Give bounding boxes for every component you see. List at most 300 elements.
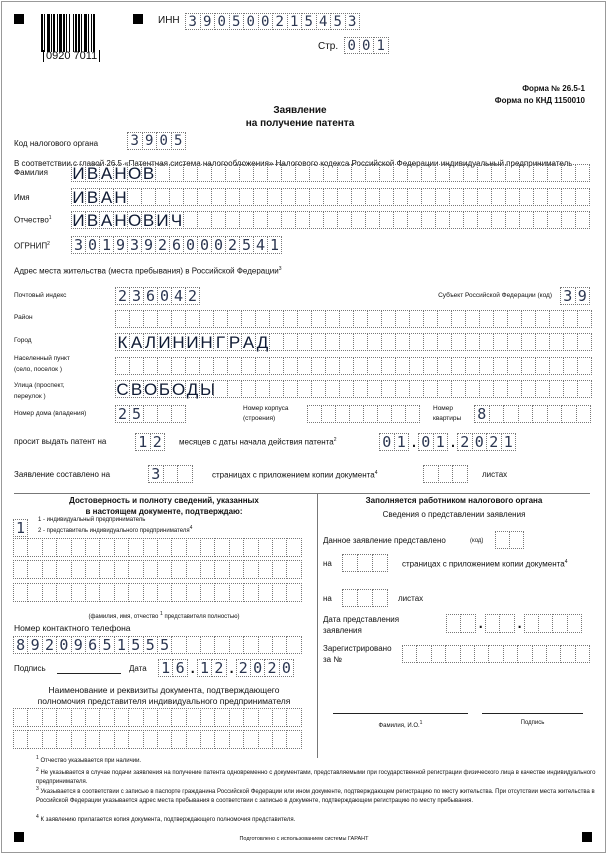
official-sheets-field[interactable] (343, 589, 388, 607)
char-cell (477, 211, 492, 229)
char-cell: 2 (185, 287, 200, 305)
char-cell (199, 310, 214, 328)
char-cell: А (130, 333, 143, 352)
fio-caption-text: (фамилия, имя, отчество (88, 614, 159, 620)
char-cell: 2 (264, 659, 279, 677)
ogrnip-field[interactable] (72, 236, 282, 254)
char-cell (243, 708, 258, 727)
char-cell (213, 310, 228, 328)
char-cell (269, 380, 284, 398)
char-cell (307, 405, 322, 423)
char-cell (521, 380, 536, 398)
char-cell (243, 636, 258, 654)
char-cell (99, 730, 114, 749)
footnote-text: Не указывается в случае подачи заявления на получение патента одновременно с документами, представляемыми при государственной регистрации физического лица в качестве индивидуального предпринимателя. (36, 770, 596, 785)
char-cell (493, 357, 508, 375)
char-cell: 1 (158, 659, 173, 677)
char-cell: 9 (71, 636, 86, 654)
char-cell (575, 211, 590, 229)
region-field[interactable] (561, 287, 590, 305)
char-cell (561, 164, 576, 182)
char-cell (214, 583, 229, 602)
char-cell (272, 583, 287, 602)
char-cell (229, 636, 244, 654)
garant-footer: Подготовлено с использованием системы ГАРАНТ (239, 836, 369, 842)
char-cell (227, 357, 242, 375)
char-cell: А (100, 211, 113, 230)
char-cell: 2 (236, 659, 251, 677)
confirm-title-2: в настоящем документе, подтверждаю: (85, 507, 243, 516)
char-cell (393, 211, 408, 229)
char-cell (535, 380, 550, 398)
char-cell (295, 188, 310, 206)
char-cell (213, 380, 228, 398)
char-cell (491, 211, 506, 229)
char-cell (155, 188, 170, 206)
char-cell: 2 (272, 13, 288, 30)
footnote-ref: 1 (48, 215, 52, 221)
representative-name-row-2[interactable] (14, 560, 302, 579)
char-cell (491, 164, 506, 182)
start-date-field[interactable] (380, 433, 516, 451)
barcode-bar (91, 14, 92, 52)
char-cell: 1 (287, 13, 303, 30)
city-field[interactable] (116, 333, 592, 351)
char-cell (42, 708, 57, 727)
footnote-ref: 2 (333, 437, 337, 443)
char-cell (437, 357, 452, 375)
name-field[interactable] (72, 188, 590, 206)
char-cell (171, 405, 186, 423)
char-cell (507, 380, 522, 398)
char-cell: 0 (211, 236, 226, 254)
char-cell (286, 583, 301, 602)
phone-field[interactable] (14, 636, 302, 654)
district-label: Район (14, 314, 33, 321)
char-cell: Д (186, 380, 199, 399)
char-cell (567, 614, 582, 633)
registered-label-2: за № (323, 655, 342, 664)
char-cell: 3 (560, 287, 576, 305)
char-cell: 3 (71, 236, 86, 254)
char-cell (129, 357, 144, 375)
char-cell (297, 310, 312, 328)
char-cell: 3 (127, 132, 143, 150)
char-cell: О (172, 380, 186, 399)
char-cell: 5 (157, 636, 172, 654)
pages-field[interactable] (149, 465, 193, 483)
char-cell (423, 357, 438, 375)
char-cell (27, 730, 42, 749)
char-cell (479, 380, 494, 398)
char-cell (258, 538, 273, 557)
ogrnip-label-text: ОГРНИП (14, 241, 48, 251)
char-cell (339, 357, 354, 375)
char-cell: 1 (433, 433, 449, 451)
fio-caption (14, 611, 314, 620)
char-cell (395, 310, 410, 328)
char-cell (286, 538, 301, 557)
char-cell (505, 164, 520, 182)
char-cell: 0 (472, 433, 488, 451)
char-cell (200, 538, 215, 557)
official-title: Заполняется работником налогового органа (365, 496, 543, 505)
char-cell: 9 (575, 287, 591, 305)
inn-label: ИНН (158, 15, 180, 26)
char-cell (225, 188, 240, 206)
char-cell: О (144, 380, 158, 399)
footnote-ref: 4 (189, 525, 193, 531)
house-field[interactable] (116, 405, 186, 423)
char-cell (339, 310, 354, 328)
char-cell: А (100, 164, 113, 183)
char-cell (524, 614, 539, 633)
char-cell: 4 (253, 236, 268, 254)
char-cell (353, 310, 368, 328)
char-cell: С (116, 380, 129, 399)
char-cell (353, 333, 368, 351)
signature-line[interactable] (57, 673, 121, 674)
char-cell (309, 164, 324, 182)
form-knd: Форма по КНД 1150010 (494, 96, 585, 105)
barcode-bar (53, 14, 55, 52)
char-cell (409, 357, 424, 375)
char-cell (85, 708, 100, 727)
char-cell (465, 333, 480, 351)
date-field[interactable] (159, 659, 294, 677)
char-cell (267, 164, 282, 182)
char-cell (71, 730, 86, 749)
char-cell (71, 708, 86, 727)
char-cell (297, 380, 312, 398)
submission-date-field[interactable] (447, 614, 582, 633)
char-cell (56, 730, 71, 749)
char-cell (272, 708, 287, 727)
char-cell: О (128, 211, 142, 230)
char-cell (407, 211, 422, 229)
char-cell (171, 730, 186, 749)
char-cell (253, 211, 268, 229)
district-field[interactable] (116, 310, 592, 328)
locality-field[interactable] (116, 357, 592, 375)
months-label (179, 437, 337, 447)
footnote-ref: 4 (564, 559, 568, 565)
phone-label: Номер контактного телефона (14, 623, 131, 633)
sheets-field[interactable] (424, 465, 468, 483)
char-cell (521, 310, 536, 328)
char-cell (325, 310, 340, 328)
char-cell (241, 310, 256, 328)
char-cell (381, 310, 396, 328)
char-cell (183, 211, 198, 229)
char-cell: 2 (150, 433, 166, 451)
doc-details-row-1[interactable] (14, 708, 302, 727)
char-cell (533, 188, 548, 206)
char-cell (309, 188, 324, 206)
barcode-bar (41, 14, 43, 52)
surname-field[interactable] (72, 164, 590, 182)
char-cell (186, 708, 201, 727)
marker-square-icon (133, 14, 143, 24)
cell-separator: . (449, 436, 457, 450)
char-cell (241, 357, 256, 375)
char-cell: Н (172, 333, 185, 352)
house-label: Номер дома (владения) (14, 410, 87, 417)
flat-label-2: квартиры (433, 415, 462, 422)
official-fio-label (333, 720, 468, 729)
char-cell: В (142, 211, 155, 230)
signer-option-1: 1 - индивидуальный предприниматель (38, 517, 146, 523)
registration-number-field[interactable] (403, 645, 590, 663)
char-cell (423, 380, 438, 398)
official-pages-field[interactable] (343, 554, 388, 572)
char-cell (377, 405, 392, 423)
char-cell (435, 211, 450, 229)
char-cell (465, 380, 480, 398)
char-cell (227, 310, 242, 328)
char-cell: 5 (99, 636, 114, 654)
city-label: Город (14, 337, 32, 344)
char-cell: 0 (359, 37, 375, 54)
char-cell (363, 405, 378, 423)
char-cell (460, 614, 475, 633)
submitted-label: Данное заявление представлено (323, 536, 446, 545)
char-cell (211, 211, 226, 229)
signer-code-field[interactable] (14, 519, 28, 537)
char-cell: 0 (85, 236, 100, 254)
char-cell (128, 538, 143, 557)
char-cell (286, 636, 301, 654)
char-cell (239, 164, 254, 182)
char-cell: 0 (250, 659, 265, 677)
char-cell (214, 708, 229, 727)
pages-label-text: страницах с приложением копии документа (212, 470, 375, 480)
barcode-number: 0920 7011 (43, 50, 100, 62)
char-cell: 4 (171, 287, 186, 305)
footnote-text: Отчество указывается при наличии. (40, 758, 142, 764)
char-cell (186, 730, 201, 749)
char-cell (85, 560, 100, 579)
official-fio-line (333, 713, 468, 714)
char-cell: 9 (27, 636, 42, 654)
char-cell (477, 188, 492, 206)
char-cell (323, 211, 338, 229)
char-cell (128, 583, 143, 602)
char-cell (27, 583, 42, 602)
char-cell (297, 357, 312, 375)
char-cell (507, 333, 522, 351)
char-cell (451, 333, 466, 351)
inn-field[interactable] (186, 13, 360, 30)
char-cell (127, 188, 142, 206)
char-cell (283, 310, 298, 328)
char-cell (297, 333, 312, 351)
postal-field[interactable] (116, 287, 200, 305)
char-cell (13, 538, 28, 557)
char-cell (488, 645, 503, 663)
cell-separator: . (515, 617, 524, 631)
char-cell (493, 380, 508, 398)
char-cell (85, 730, 100, 749)
doc-title-2: полномочия представителя индивидуального предпринимателя (37, 696, 291, 706)
char-cell (342, 589, 358, 607)
char-cell (563, 357, 578, 375)
char-cell (269, 310, 284, 328)
barcode-bar (66, 14, 67, 52)
submission-date-label-2: заявления (323, 626, 362, 635)
char-cell (493, 310, 508, 328)
char-cell: И (72, 188, 85, 207)
char-cell: В (86, 211, 99, 230)
char-cell (258, 583, 273, 602)
char-cell: 5 (330, 13, 346, 30)
char-cell: 2 (211, 659, 226, 677)
char-cell: В (142, 164, 155, 183)
char-cell (143, 405, 158, 423)
char-cell: 5 (301, 13, 317, 30)
char-cell (532, 405, 548, 423)
char-cell (351, 188, 366, 206)
char-cell (437, 333, 452, 351)
patronymic-label (14, 215, 52, 225)
char-cell (479, 333, 494, 351)
form-number: Форма № 26.5-1 (522, 84, 585, 93)
official-subtitle: Сведения о представлении заявления (382, 510, 526, 519)
char-cell (421, 188, 436, 206)
tax-code-field[interactable] (128, 132, 186, 150)
char-cell (485, 614, 500, 633)
char-cell (42, 583, 57, 602)
char-cell: 0 (156, 132, 172, 150)
char-cell (272, 538, 287, 557)
char-cell: 3 (148, 465, 164, 483)
char-cell (563, 333, 578, 351)
patronymic-field[interactable] (72, 211, 590, 229)
building-label: Номер корпуса (243, 405, 289, 412)
char-cell (519, 211, 534, 229)
char-cell (535, 310, 550, 328)
char-cell (409, 310, 424, 328)
barcode-bar (84, 14, 87, 52)
char-cell (365, 164, 380, 182)
char-cell (214, 730, 229, 749)
char-cell (521, 357, 536, 375)
char-cell: Н (200, 333, 213, 352)
cell-separator: . (189, 662, 197, 676)
char-cell (283, 357, 298, 375)
char-cell (311, 310, 326, 328)
char-cell (538, 614, 553, 633)
submission-date-label: Дата представления (323, 615, 400, 624)
char-cell (239, 211, 254, 229)
char-cell (445, 645, 460, 663)
char-cell (295, 211, 310, 229)
representative-name-row-1[interactable] (14, 538, 302, 557)
char-cell: 2 (42, 636, 57, 654)
char-cell (85, 538, 100, 557)
char-cell (171, 708, 186, 727)
char-cell (367, 357, 382, 375)
char-cell (283, 333, 298, 351)
char-cell (460, 645, 475, 663)
char-cell (115, 310, 130, 328)
char-cell: И (72, 211, 85, 230)
char-cell: 6 (169, 236, 184, 254)
footnote-number: 1 (36, 755, 39, 761)
char-cell (357, 589, 373, 607)
char-cell (211, 188, 226, 206)
locality-label-2: (село, поселок ) (14, 366, 62, 373)
char-cell (337, 211, 352, 229)
char-cell: 5 (239, 236, 254, 254)
char-cell (421, 211, 436, 229)
official-pages-label (402, 559, 567, 569)
char-cell: 8 (13, 636, 28, 654)
representative-name-row-3[interactable] (14, 583, 302, 602)
char-cell (286, 730, 301, 749)
char-cell: 0 (279, 659, 294, 677)
char-cell: 0 (157, 287, 172, 305)
char-cell: Ы (200, 380, 216, 399)
char-cell (157, 708, 172, 727)
flat-field[interactable] (475, 405, 591, 423)
months-field[interactable] (136, 433, 165, 451)
page-field[interactable] (345, 37, 389, 54)
char-cell (491, 188, 506, 206)
char-cell (409, 380, 424, 398)
doc-details-row-2[interactable] (14, 730, 302, 749)
char-cell: 0 (243, 13, 259, 30)
char-cell (163, 465, 179, 483)
char-cell (505, 211, 520, 229)
char-cell: 1 (13, 519, 28, 537)
char-cell (507, 357, 522, 375)
submission-code-field[interactable] (496, 531, 524, 549)
char-cell (423, 310, 438, 328)
char-cell (56, 583, 71, 602)
char-cell (225, 164, 240, 182)
char-cell: Г (213, 333, 228, 351)
char-cell (114, 583, 129, 602)
postal-label: Почтовый индекс (14, 292, 67, 299)
char-cell (177, 465, 193, 483)
char-cell (479, 310, 494, 328)
street-field[interactable] (116, 380, 592, 398)
char-cell (576, 405, 592, 423)
char-cell (171, 560, 186, 579)
char-cell (269, 357, 284, 375)
char-cell (463, 164, 478, 182)
char-cell (99, 560, 114, 579)
char-cell (214, 538, 229, 557)
char-cell (157, 583, 172, 602)
footnote-ref: 2 (47, 241, 50, 247)
building-field[interactable] (308, 405, 420, 423)
char-cell (157, 730, 172, 749)
char-cell: 1 (267, 236, 282, 254)
char-cell (547, 188, 562, 206)
footnote-ref: 1 (419, 720, 423, 726)
char-cell (169, 164, 184, 182)
char-cell (463, 211, 478, 229)
char-cell: 2 (457, 433, 473, 451)
char-cell (499, 614, 514, 633)
char-cell (351, 164, 366, 182)
char-cell (337, 188, 352, 206)
char-cell: Н (114, 211, 127, 230)
char-cell (325, 357, 340, 375)
char-cell (255, 380, 270, 398)
